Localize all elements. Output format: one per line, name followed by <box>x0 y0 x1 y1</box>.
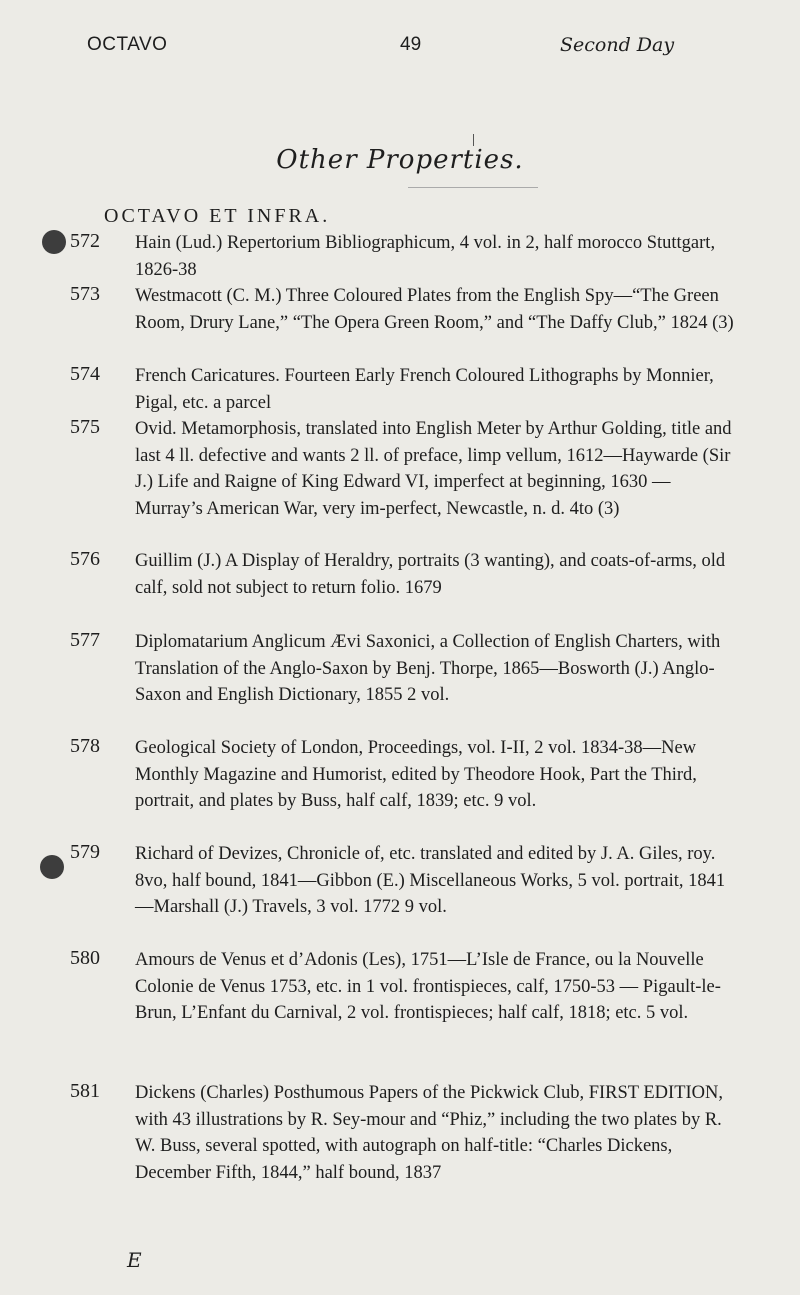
margin-mark-icon <box>42 230 66 254</box>
margin-mark-icon <box>40 855 64 879</box>
lot-number: 579 <box>70 841 100 863</box>
lot-description: Dickens (Charles) Posthumous Papers of the Pickwick Club, FIRST EDITION, with 43 illustrations by R. Sey-mour and “Phiz,” including the two plates by R. W. Buss, several spotted, with autograph on half-title: “Charles Dickens, December Fifth, 1844,” half bound, 1837 <box>135 1083 724 1183</box>
lot-description: Diplomatarium Anglicum Ævi Saxonici, a Collection of English Charters, with Translation of the Anglo-Saxon by Benj. Thorpe, 1865—Bosworth (J.) Anglo-Saxon and English Dictionary, 1855 2 vol. <box>135 632 721 705</box>
lot-number: 573 <box>70 283 100 305</box>
lot-description: Hain (Lud.) Repertorium Bibliographicum, 4 vol. in 2, half morocco Stuttgart, 1826-38 <box>135 233 716 280</box>
lot-number: 574 <box>70 363 100 385</box>
lot-description: Westmacott (C. M.) Three Coloured Plates from the English Spy—“The Green Room, Drury Lane,” “The Opera Green Room,” and “The Daffy Club,” 1824 (3) <box>135 286 734 333</box>
lot-number: 578 <box>70 735 100 757</box>
page-title: Other Properties. <box>276 145 524 175</box>
page-number: 49 <box>400 34 422 55</box>
lot-number: 572 <box>70 230 100 252</box>
lot-description: Amours de Venus et d’Adonis (Les), 1751—L’Isle de France, ou la Nouvelle Colonie de Venus 1753, etc. in 1 vol. frontispieces, calf, 1750-53 — Pigault-le-Brun, L’Enfant du Carnival, 2 vol. frontispieces; half calf, 1818; etc. 5 vol. <box>135 950 721 1023</box>
lot-number: 575 <box>70 416 100 438</box>
signature-mark: E <box>127 1248 142 1272</box>
title-rule <box>408 187 538 188</box>
lot-number: 577 <box>70 629 100 651</box>
header-day: Second Day <box>560 34 675 56</box>
lot-number: 580 <box>70 947 100 969</box>
lot-description: Geological Society of London, Proceedings, vol. I-II, 2 vol. 1834-38—New Monthly Magazine and Humorist, edited by Theodore Hook, Part the Third, portrait, and plates by Buss, half calf, 1839; etc. 9 vol. <box>135 738 697 811</box>
lot-description: Ovid. Metamorphosis, translated into English Meter by Arthur Golding, title and last 4 ll. defective and wants 2 ll. of preface, limp vellum, 1612—Haywarde (Sir J.) Life and Raigne of King Edward VI, imperfect at beginning, 1630 — Murray’s American War, very im-perfect, Newcastle, n. d. 4to (3) <box>135 419 732 519</box>
lot-description: Guillim (J.) A Display of Heraldry, portraits (3 wanting), and coats-of-arms, old calf, sold not subject to return folio. 1679 <box>135 551 726 598</box>
lot-number: 576 <box>70 548 100 570</box>
running-header <box>0 34 800 64</box>
lot-number: 581 <box>70 1080 100 1102</box>
section-heading: OCTAVO ET INFRA. <box>104 205 331 227</box>
lot-description: French Caricatures. Fourteen Early French Coloured Lithographs by Monnier, Pigal, etc. a parcel <box>135 366 714 413</box>
lot-description: Richard of Devizes, Chronicle of, etc. translated and edited by J. A. Giles, roy. 8vo, half bound, 1841—Gibbon (E.) Miscellaneous Works, 5 vol. portrait, 1841—Marshall (J.) Travels, 3 vol. 1772 9 vol. <box>135 844 726 917</box>
header-format: OCTAVO <box>87 34 168 55</box>
